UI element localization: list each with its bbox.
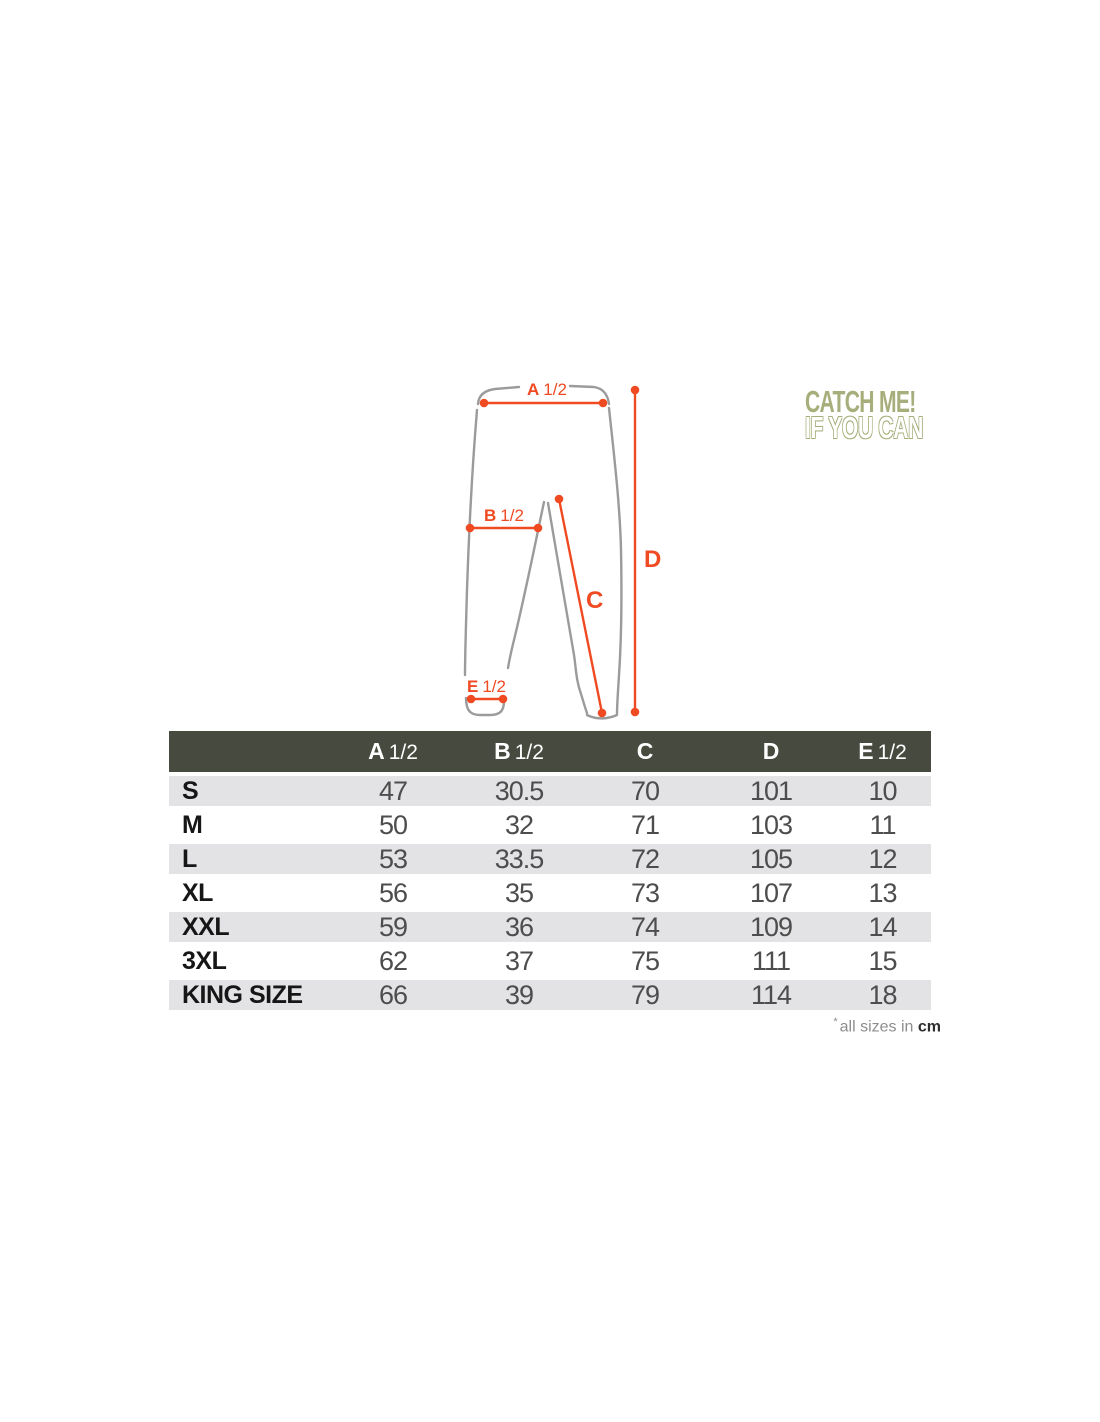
size-value: 114	[708, 978, 834, 1012]
column-header-size	[169, 731, 330, 774]
size-value: 32	[456, 808, 582, 842]
size-value: 33.5	[456, 842, 582, 876]
size-label: XL	[169, 876, 330, 910]
size-value: 35	[456, 876, 582, 910]
size-value: 71	[582, 808, 708, 842]
brand-slogan-line1: CATCH ME!	[805, 384, 916, 419]
footnote-unit: cm	[917, 1018, 941, 1036]
brand-slogan	[805, 384, 979, 445]
size-value: 107	[708, 876, 834, 910]
brand-slogan-line2: IF YOU CAN	[805, 410, 924, 445]
table-row	[169, 876, 931, 910]
measure-dot	[631, 708, 640, 717]
size-value: 10	[834, 774, 931, 808]
size-label: S	[169, 774, 330, 808]
footnote-text: all sizes in	[839, 1018, 918, 1036]
size-label: 3XL	[169, 944, 330, 978]
measure-dot	[534, 524, 543, 533]
measure-label-b: B 1/2	[484, 506, 524, 525]
size-value: 59	[330, 910, 456, 944]
measure-dot	[466, 524, 475, 533]
measurement-a	[480, 380, 608, 407]
size-label: XXL	[169, 910, 330, 944]
size-value: 37	[456, 944, 582, 978]
measure-label-d: D	[644, 546, 662, 573]
units-footnote	[833, 1016, 941, 1036]
measurement-e	[467, 677, 508, 703]
table-row	[169, 944, 931, 978]
measure-dot	[631, 386, 640, 395]
pants-outline	[465, 386, 621, 718]
measure-dot	[480, 399, 489, 408]
size-label: KING SIZE	[169, 978, 330, 1012]
size-value: 18	[834, 978, 931, 1012]
measure-dot	[598, 709, 607, 718]
footnote-asterisk: *	[833, 1016, 838, 1028]
size-value: 103	[708, 808, 834, 842]
size-value: 47	[330, 774, 456, 808]
left-outer-edge	[465, 410, 477, 675]
table-row	[169, 808, 931, 842]
size-value: 13	[834, 876, 931, 910]
column-header-b: B 1/2	[456, 731, 582, 774]
measurement-d	[631, 386, 662, 717]
column-header-a: A 1/2	[330, 731, 456, 774]
measurement-c	[555, 495, 607, 718]
size-value: 62	[330, 944, 456, 978]
measure-label-a: A 1/2	[527, 380, 567, 399]
measure-dot	[599, 399, 608, 408]
table-row	[169, 910, 931, 944]
table-row	[169, 978, 931, 1012]
size-value: 11	[834, 808, 931, 842]
size-value: 14	[834, 910, 931, 944]
size-value: 39	[456, 978, 582, 1012]
size-value: 53	[330, 842, 456, 876]
table-row	[169, 842, 931, 876]
size-value: 101	[708, 774, 834, 808]
table-row	[169, 774, 931, 808]
size-value: 50	[330, 808, 456, 842]
size-value: 109	[708, 910, 834, 944]
size-value: 12	[834, 842, 931, 876]
column-header-d: D	[708, 731, 834, 774]
size-table	[169, 731, 931, 1014]
column-header-c: C	[582, 731, 708, 774]
size-value: 111	[708, 944, 834, 978]
size-label: M	[169, 808, 330, 842]
size-value: 73	[582, 876, 708, 910]
size-table-header	[169, 731, 931, 774]
size-value: 66	[330, 978, 456, 1012]
measure-label-e: E 1/2	[467, 677, 506, 696]
size-value: 70	[582, 774, 708, 808]
measure-label-c: C	[586, 587, 604, 614]
size-value: 56	[330, 876, 456, 910]
measure-dot	[555, 495, 564, 504]
size-value: 75	[582, 944, 708, 978]
size-value: 36	[456, 910, 582, 944]
size-value: 105	[708, 842, 834, 876]
measurement-b	[466, 506, 543, 532]
column-header-e: E 1/2	[834, 731, 931, 774]
size-value: 72	[582, 842, 708, 876]
size-value: 79	[582, 978, 708, 1012]
size-value: 74	[582, 910, 708, 944]
size-value: 30.5	[456, 774, 582, 808]
right-outer-edge	[609, 408, 621, 714]
pants-measurement-diagram	[440, 370, 690, 735]
size-value: 15	[834, 944, 931, 978]
size-label: L	[169, 842, 330, 876]
